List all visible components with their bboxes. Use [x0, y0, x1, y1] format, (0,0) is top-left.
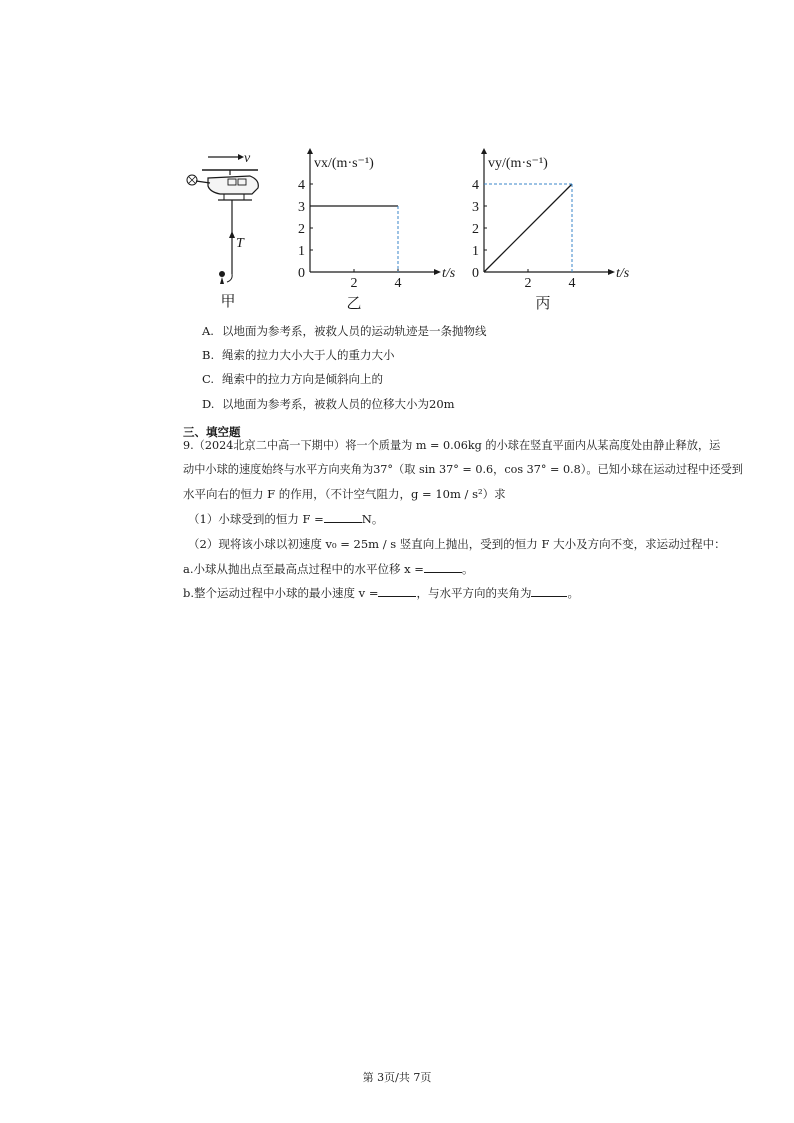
- option-d: [202, 396, 455, 412]
- helicopter-figure: [187, 151, 258, 310]
- vy-y-axis-label: vy/(m·s⁻¹): [488, 156, 548, 171]
- part-a-suffix: 。: [461, 562, 474, 576]
- vy-y-tick-label: 1: [472, 244, 479, 259]
- question9-part2: （2）现将该小球以初速度 v₀ = 25m / s 竖直向上抛出，受到的恒力 F 大小及方向不变，求运动过程中：: [188, 537, 726, 551]
- vy-series-line: [484, 184, 572, 272]
- part1-suffix: N。: [361, 512, 384, 526]
- vx-x-tick-label: 4: [394, 276, 402, 291]
- vy-x-axis-label: t/s: [616, 266, 630, 281]
- figure-group: [180, 148, 640, 318]
- option-b: [202, 347, 395, 363]
- part1-prefix: （1）小球受到的恒力 F =: [188, 512, 324, 526]
- vx-y-tick-label: 1: [298, 244, 305, 259]
- vy-y-tick-label: 3: [472, 200, 479, 215]
- part-a-prefix: a.小球从抛出点至最高点过程中的水平位移 x =: [183, 562, 424, 576]
- option-a-label: A.: [202, 324, 214, 338]
- option-c: [202, 371, 383, 387]
- option-b-text: 绳索的拉力大小大于人的重力大小: [222, 348, 395, 362]
- page-footer: 第 3页/共 7页: [362, 1071, 432, 1084]
- question9-line3: 水平向右的恒力 F 的作用，（不计空气阻力，g = 10m / s²）求: [183, 487, 506, 501]
- caption-jia: 甲: [220, 292, 236, 310]
- figure-svg: [180, 148, 640, 318]
- option-a: [202, 323, 487, 339]
- tension-arrowhead: [229, 231, 235, 238]
- vy-y-tick-label: 4: [472, 178, 479, 193]
- option-d-text: 以地面为参考系，被救人员的位移大小为20m: [222, 397, 455, 411]
- vx-origin-label: 0: [298, 266, 305, 281]
- option-c-text: 绳索中的拉力方向是倾斜向上的: [222, 372, 383, 386]
- vx-chart: [298, 148, 456, 312]
- vx-x-tick-label: 2: [350, 276, 358, 291]
- question9-part-a: [183, 561, 473, 577]
- vx-y-tick-label: 3: [298, 200, 305, 215]
- velocity-label: v: [244, 151, 251, 166]
- tension-label: T: [236, 236, 244, 251]
- rescued-person: [219, 271, 225, 277]
- question9-part-b: [183, 585, 579, 601]
- vy-x-tick-label: 4: [568, 276, 576, 291]
- option-c-label: C.: [202, 372, 215, 386]
- option-b-label: B.: [202, 348, 215, 362]
- vx-y-tick-label: 4: [298, 178, 305, 193]
- part-b-angle-blank[interactable]: [531, 585, 567, 597]
- vy-x-tick-label: 2: [524, 276, 532, 291]
- vy-chart: [472, 148, 630, 312]
- part-b-middle: ，与水平方向的夹角为: [416, 586, 532, 600]
- part-b-speed-blank[interactable]: [378, 585, 416, 597]
- section-title: 三、填空题: [183, 425, 241, 439]
- vy-y-tick-label: 2: [472, 222, 479, 237]
- option-d-label: D.: [202, 397, 215, 411]
- question9-part1: [188, 511, 383, 527]
- part-b-prefix: b.整个运动过程中小球的最小速度 v =: [183, 586, 379, 600]
- option-a-text: 以地面为参考系，被救人员的运动轨迹是一条抛物线: [222, 324, 487, 338]
- caption-bing: 丙: [535, 294, 551, 312]
- vx-x-axis-label: t/s: [442, 266, 456, 281]
- question9-line1: 9.（2024北京二中高一下期中）将一个质量为 m = 0.06kg 的小球在竖直平面内从某高度处由静止释放，运: [183, 439, 721, 452]
- part1-answer-blank[interactable]: [324, 511, 362, 523]
- vy-origin-label: 0: [472, 266, 479, 281]
- question9-line2: 动中小球的速度始终与水平方向夹角为37°（取 sin 37° = 0.6，cos 37° = 0.8）。已知小球在运动过程中还受到: [183, 463, 743, 476]
- vx-y-tick-label: 2: [298, 222, 305, 237]
- part-b-suffix: 。: [567, 586, 579, 600]
- part-a-answer-blank[interactable]: [424, 561, 462, 573]
- caption-yi: 乙: [346, 294, 362, 312]
- vx-y-axis-label: vx/(m·s⁻¹): [314, 156, 374, 171]
